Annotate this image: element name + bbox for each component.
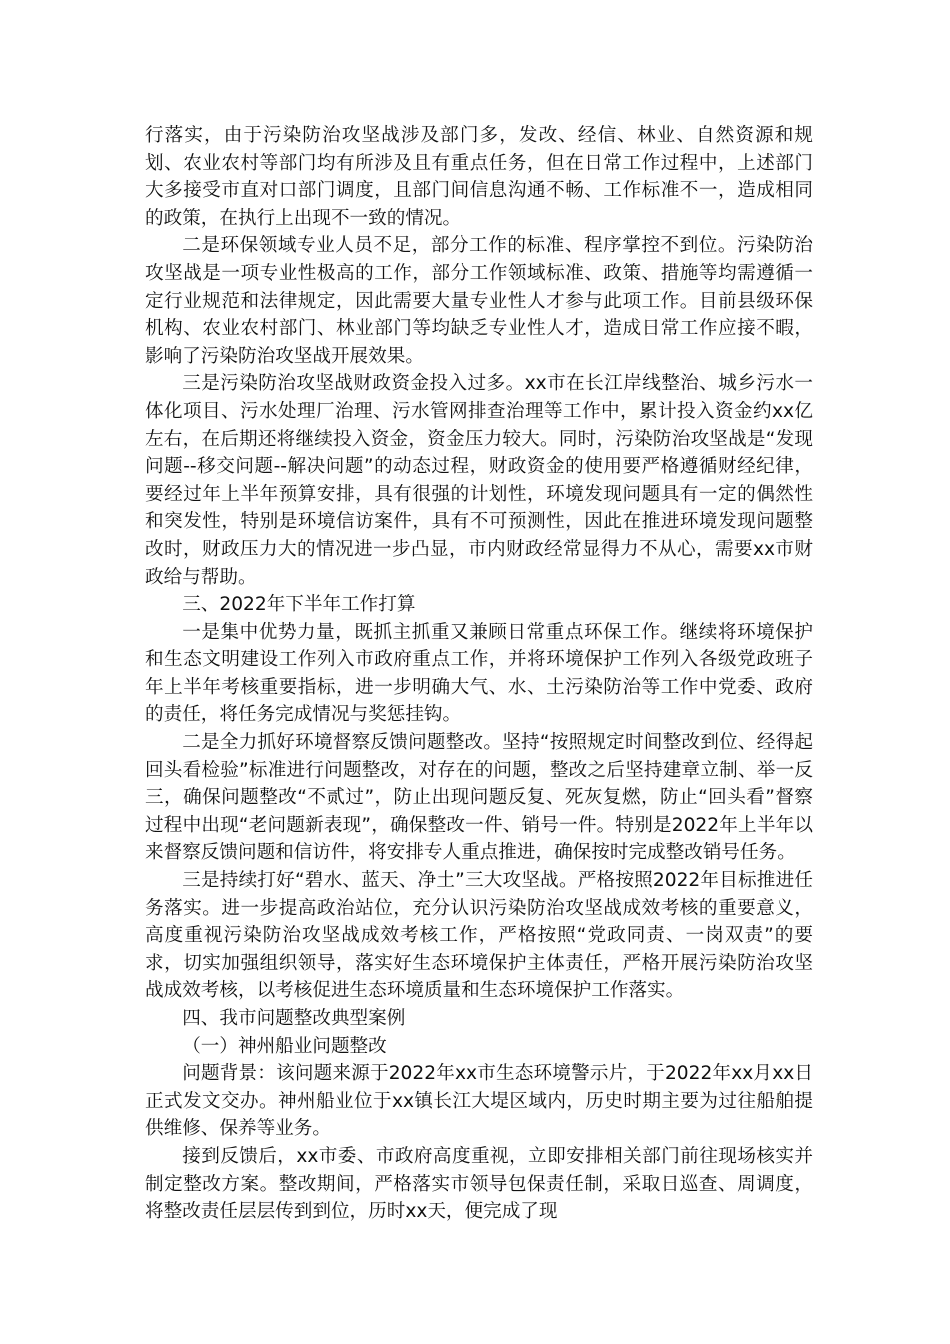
section-heading-typical-cases: 四、我市问题整改典型案例: [182, 1008, 406, 1029]
paragraph-inspection-rectification: 二是全力抓好环境督察反馈问题整改。坚持“按照规定时间整改到位、经得起回头看检验”标准进行问题整改，对存在的问题，整改之后坚持建章立制、举一反三，确保问题整改“不贰过”，防止出现问题反复、死灰复燃，防止“回头看”督察过程中出现“老问题新表现”，确保整改一件、销号一件。特别是2022年上半年以来督察反馈问题和信访件，将安排专人重点推进，确保按时完成整改销号任务。: [145, 732, 813, 864]
paragraph-problem-background: 问题背景：该问题来源于2022年xx市生态环境警示片，于2022年xx月xx日正式发文交办。神州船业位于xx镇长江大堤区域内，历史时期主要为过往船舶提供维修、保养等业务。: [145, 1063, 813, 1140]
document-page: [145, 122, 813, 1226]
paragraph-response-actions: 接到反馈后，xx市委、市政府高度重视，立即安排相关部门前往现场核实并制定整改方案。整改期间，严格落实市领导包保责任制，采取日巡查、周调度，将整改责任层层传到到位，历时xx天，便完成了现: [145, 1145, 813, 1223]
paragraph-coordination-issue: 行落实，由于污染防治攻坚战涉及部门多，发改、经信、林业、自然资源和规划、农业农村等部门均有所涉及且有重点任务，但在日常工作过程中，上述部门大多接受市直对口部门调度，且部门间信息沟通不畅、工作标准不一，造成相同的政策，在执行上出现不一致的情况。: [145, 125, 813, 229]
paragraph-staff-shortage: 二是环保领域专业人员不足，部分工作的标准、程序掌控不到位。污染防治攻坚战是一项专业性极高的工作，部分工作领域标准、政策、措施等均需遵循一定行业规范和法律规定，因此需要大量专业性人才参与此项工作。目前县级环保机构、农业农村部门、林业部门等均缺乏专业性人才，造成日常工作应接不暇，影响了污染防治攻坚战开展效果。: [145, 235, 813, 367]
section-heading-work-plan: 三、2022年下半年工作打算: [182, 594, 416, 616]
subheading-shenzhou-shipping: （一）神州船业问题整改: [182, 1035, 387, 1057]
paragraph-three-battles: 三是持续打好“碧水、蓝天、净土”三大攻坚战。严格按照2022年目标推进任务落实。进一步提高政治站位，充分认识污染防治攻坚战成效考核的重要意义，高度重视污染防治攻坚战成效考核工作，严格按照“党政同责、一岗双责”的要求，切实加强组织领导，落实好生态环境保护主体责任，严格开展污染防治攻坚战成效考核，以考核促进生态环境质量和生态环境保护工作落实。: [145, 870, 813, 1002]
paragraph-funding-pressure: 三是污染防治攻坚战财政资金投入过多。xx市在长江岸线整治、城乡污水一体化项目、污水处理厂治理、污水管网排查治理等工作中，累计投入资金约xx亿左右，在后期还将继续投入资金，资金压力较大。同时，污染防治攻坚战是“发现问题--移交问题--解决问题”的动态过程，财政资金的使用要严格遵循财经纪律，要经过年上半年预算安排，具有很强的计划性，环境发现问题具有一定的偶然性和突发性，特别是环境信访案件，具有不可预测性，因此在推进环境发现问题整改时，财政压力大的情况进一步凸显，市内财政经常显得力不从心，需要xx市财政给与帮助。: [145, 373, 813, 588]
paragraph-focus-resources: 一是集中优势力量，既抓主抓重又兼顾日常重点环保工作。继续将环境保护和生态文明建设工作列入市政府重点工作，并将环境保护工作列入各级党政班子年上半年考核重要指标，进一步明确大气、水、土污染防治等工作中党委、政府的责任，将任务完成情况与奖惩挂钩。: [145, 621, 813, 726]
